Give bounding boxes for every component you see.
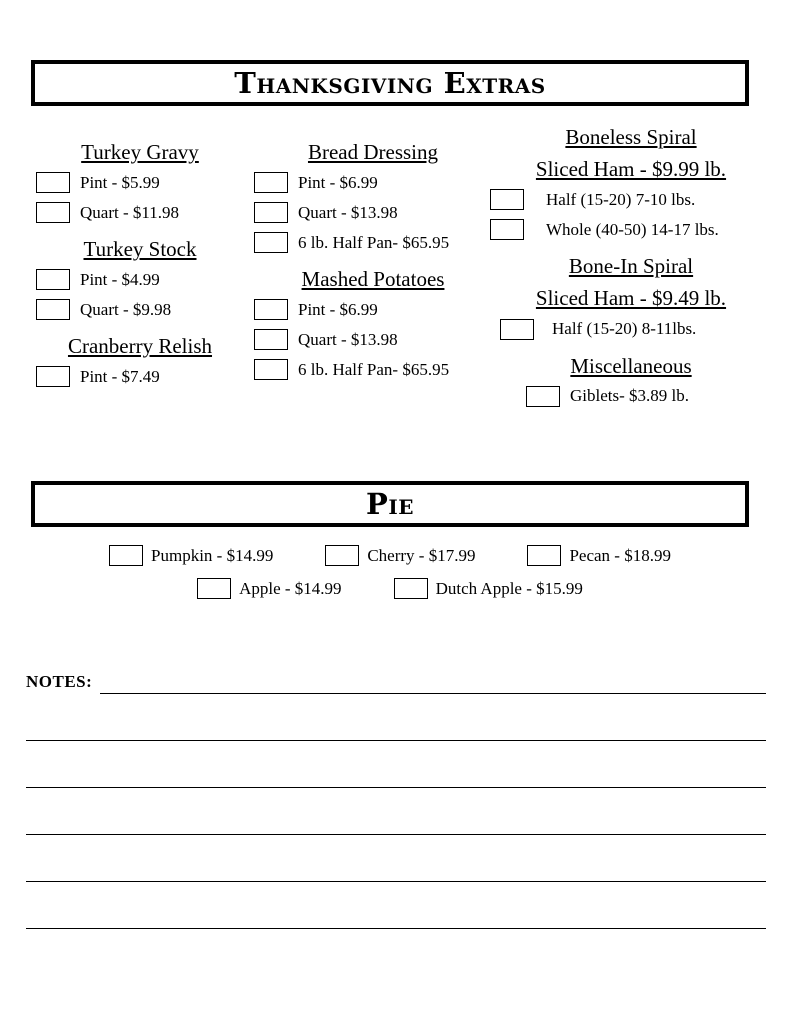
section-title-mashed-potatoes: Mashed Potatoes bbox=[301, 267, 445, 292]
checkbox[interactable] bbox=[197, 578, 231, 599]
option-row[interactable] bbox=[109, 545, 273, 566]
option-row[interactable] bbox=[254, 359, 498, 380]
option-row[interactable] bbox=[254, 299, 498, 320]
option-row[interactable] bbox=[36, 366, 250, 387]
option-label: Pint - $6.99 bbox=[298, 299, 378, 319]
option-label: Quart - $11.98 bbox=[80, 202, 179, 222]
option-label: Quart - $9.98 bbox=[80, 299, 172, 319]
column-right bbox=[486, 125, 776, 421]
section-cranberry-relish bbox=[30, 334, 250, 387]
banner-title-pie: Pie bbox=[366, 486, 414, 521]
section-bone-in-spiral-ham bbox=[486, 254, 776, 339]
option-label: Pint - $5.99 bbox=[80, 172, 160, 192]
notes-section bbox=[26, 672, 766, 929]
column-middle bbox=[248, 140, 498, 394]
option-label: Apple - $14.99 bbox=[239, 578, 342, 598]
option-label: 6 lb. Half Pan- $65.95 bbox=[298, 232, 450, 252]
section-title-boneless-line2: Sliced Ham - $9.99 lb. bbox=[535, 157, 727, 182]
notes-write-line[interactable] bbox=[26, 882, 766, 929]
checkbox[interactable] bbox=[254, 299, 288, 320]
column-left bbox=[30, 140, 250, 401]
option-label: 6 lb. Half Pan- $65.95 bbox=[298, 359, 450, 379]
option-row[interactable] bbox=[500, 319, 776, 340]
checkbox[interactable] bbox=[36, 366, 70, 387]
pie-row-2 bbox=[31, 578, 749, 599]
option-row[interactable] bbox=[254, 232, 498, 253]
section-turkey-gravy bbox=[30, 140, 250, 223]
notes-write-line[interactable] bbox=[26, 741, 766, 788]
option-row[interactable] bbox=[490, 189, 776, 210]
checkbox[interactable] bbox=[254, 202, 288, 223]
section-title-turkey-gravy: Turkey Gravy bbox=[81, 140, 199, 164]
section-title-turkey-stock: Turkey Stock bbox=[83, 237, 197, 262]
section-title-bread-dressing: Bread Dressing bbox=[307, 140, 439, 164]
section-banner-extras bbox=[31, 60, 749, 106]
checkbox[interactable] bbox=[490, 189, 524, 210]
option-row[interactable] bbox=[254, 202, 498, 223]
checkbox[interactable] bbox=[36, 172, 70, 193]
section-boneless-spiral-ham bbox=[486, 125, 776, 240]
checkbox[interactable] bbox=[500, 319, 534, 340]
checkbox[interactable] bbox=[527, 545, 561, 566]
option-row[interactable] bbox=[36, 172, 250, 193]
notes-write-line[interactable] bbox=[26, 835, 766, 882]
option-row[interactable] bbox=[490, 219, 776, 240]
option-label: Pecan - $18.99 bbox=[569, 545, 671, 565]
notes-write-line[interactable] bbox=[26, 788, 766, 835]
checkbox[interactable] bbox=[36, 202, 70, 223]
option-row[interactable] bbox=[325, 545, 475, 566]
option-label: Quart - $13.98 bbox=[298, 202, 398, 222]
checkbox[interactable] bbox=[254, 329, 288, 350]
option-row[interactable] bbox=[526, 386, 776, 407]
checkbox[interactable] bbox=[109, 545, 143, 566]
section-title-bonein-line1: Bone-In Spiral bbox=[568, 254, 694, 279]
section-title-boneless-line1: Boneless Spiral bbox=[565, 125, 697, 149]
checkbox[interactable] bbox=[394, 578, 428, 599]
option-label: Pumpkin - $14.99 bbox=[151, 545, 274, 565]
option-row[interactable] bbox=[36, 202, 250, 223]
option-row[interactable] bbox=[527, 545, 671, 566]
section-mashed-potatoes bbox=[248, 267, 498, 380]
section-miscellaneous bbox=[486, 354, 776, 407]
section-title-bonein-line2: Sliced Ham - $9.49 lb. bbox=[535, 286, 727, 311]
option-label: Half (15-20) 8-11lbs. bbox=[552, 319, 697, 339]
option-label: Half (15-20) 7-10 lbs. bbox=[546, 189, 696, 209]
option-label: Pint - $6.99 bbox=[298, 172, 378, 192]
option-row[interactable] bbox=[197, 578, 341, 599]
option-label: Pint - $4.99 bbox=[80, 269, 160, 289]
option-row[interactable] bbox=[394, 578, 583, 599]
checkbox[interactable] bbox=[254, 359, 288, 380]
option-row[interactable] bbox=[254, 329, 498, 350]
section-title-miscellaneous: Miscellaneous bbox=[570, 353, 692, 378]
section-turkey-stock bbox=[30, 237, 250, 320]
notes-write-line[interactable] bbox=[100, 677, 766, 694]
notes-write-line[interactable] bbox=[26, 694, 766, 741]
checkbox[interactable] bbox=[254, 172, 288, 193]
checkbox[interactable] bbox=[36, 269, 70, 290]
notes-header bbox=[26, 672, 766, 694]
checkbox[interactable] bbox=[490, 219, 524, 240]
section-banner-pie bbox=[31, 481, 749, 527]
option-row[interactable] bbox=[36, 299, 250, 320]
checkbox[interactable] bbox=[325, 545, 359, 566]
section-title-cranberry-relish: Cranberry Relish bbox=[67, 334, 213, 359]
checkbox[interactable] bbox=[526, 386, 560, 407]
option-label: Dutch Apple - $15.99 bbox=[435, 578, 583, 598]
option-label: Pint - $7.49 bbox=[80, 366, 160, 386]
option-row[interactable] bbox=[254, 172, 498, 193]
option-label: Whole (40-50) 14-17 lbs. bbox=[546, 219, 719, 239]
option-label: Cherry - $17.99 bbox=[367, 545, 476, 565]
notes-label: NOTES: bbox=[26, 672, 93, 691]
checkbox[interactable] bbox=[254, 232, 288, 253]
pie-options bbox=[31, 545, 749, 611]
option-row[interactable] bbox=[36, 269, 250, 290]
option-label: Giblets- $3.89 lb. bbox=[570, 386, 689, 406]
checkbox[interactable] bbox=[36, 299, 70, 320]
banner-title-extras: Thanksgiving Extras bbox=[234, 65, 546, 100]
option-label: Quart - $13.98 bbox=[298, 329, 398, 349]
pie-row-1 bbox=[31, 545, 749, 566]
section-bread-dressing bbox=[248, 140, 498, 253]
